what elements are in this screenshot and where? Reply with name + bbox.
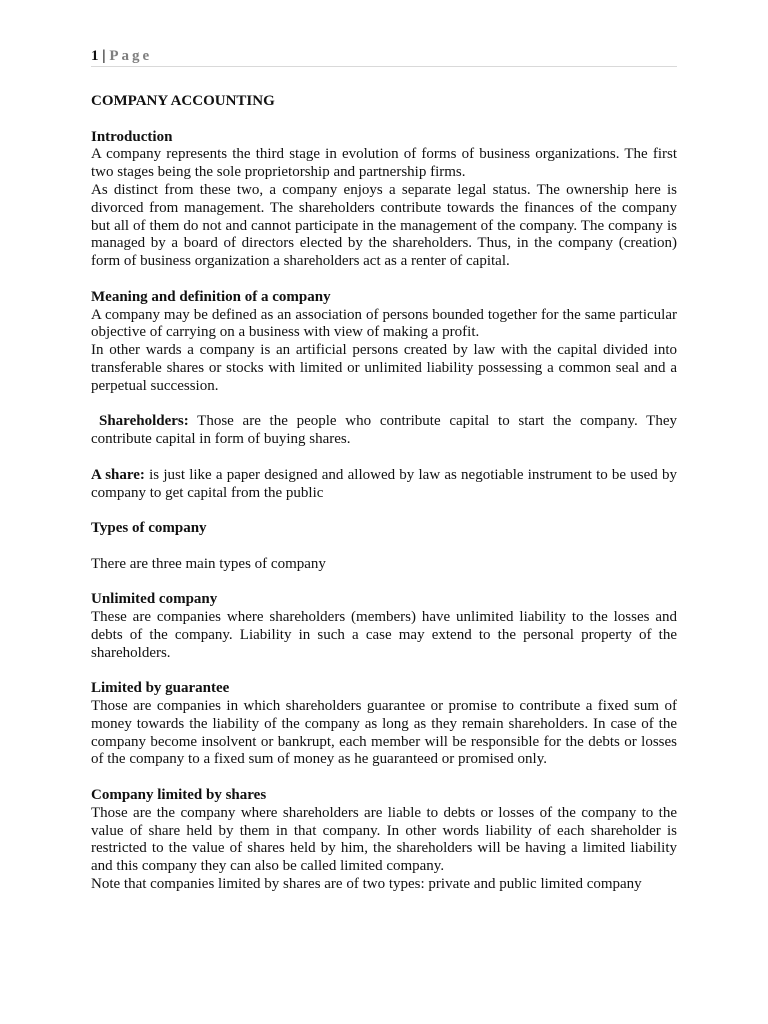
heading-shares: Company limited by shares — [91, 787, 267, 804]
shareholders-text: Those are the people who contribute capital to start the company. They contribute capital in form of buying shares. — [91, 413, 677, 448]
share-definition — [91, 467, 677, 503]
document-title: COMPANY ACCOUNTING — [91, 93, 275, 109]
page-separator: | — [102, 48, 106, 64]
shares-note: Note that companies limited by shares are of two types: private and public limited company — [91, 876, 642, 893]
shares-paragraph: Those are the company where shareholders are liable to debts or losses of the company to the value of share held by them in that company. In other words liability of each shareholder is restricted to the value of shares held by him, the shareholders will be having a limited liability and this company they can also be called limited company. — [91, 804, 677, 875]
heading-meaning: Meaning and definition of a company — [91, 288, 331, 305]
heading-unlimited: Unlimited company — [91, 591, 218, 608]
intro-paragraph-1: A company represents the third stage in evolution of forms of business organizations. The first two stages being the sole proprietorship and partnership firms. — [91, 146, 677, 181]
page-label: Page — [109, 48, 153, 64]
unlimited-paragraph: These are companies where shareholders (members) have unlimited liability to the losses and debts of the company. Liability in such a case may extend to the personal property of the shareholders. — [91, 609, 677, 661]
meaning-paragraph-1: A company may be defined as an association of persons bounded together for the same particular objective of carrying on a business with view of making a profit. — [91, 306, 677, 341]
heading-types: Types of company — [91, 520, 207, 537]
share-text: is just like a paper designed and allowed by law as negotiable instrument to be used by company to get capital from the public — [91, 466, 677, 501]
heading-introduction: Introduction — [91, 128, 173, 145]
guarantee-paragraph: Those are companies in which shareholders guarantee or promise to contribute a fixed sum of money towards the liability of the company as long as they remain shareholders. In case of the company become insolvent or bankrupt, each member will be responsible for the debts or losses of the company to a fixed sum of money as he guaranteed or promised only. — [91, 698, 677, 768]
page-number: 1 — [91, 48, 99, 64]
heading-guarantee: Limited by guarantee — [91, 680, 230, 697]
share-term: A share: — [91, 466, 145, 483]
intro-paragraph-2: As distinct from these two, a company enjoys a separate legal status. The ownership here is divorced from management. The shareholders contribute towards the finances of the company but all of them do not and cannot participate in the management of the company. The company is managed by a board of directors elected by the shareholders. Thus, in the company (creation) form of business organization a shareholders act as a renter of capital. — [91, 181, 677, 270]
document-body — [91, 93, 677, 894]
page-header — [91, 46, 677, 67]
shareholders-term: Shareholders: — [99, 413, 189, 430]
shareholders-definition — [91, 413, 677, 449]
meaning-paragraph-2: In other wards a company is an artificial persons created by law with the capital divided into transferable shares or stocks with limited or unlimited liability possessing a common seal and a perpetual succession. — [91, 342, 677, 394]
types-intro: There are three main types of company — [91, 555, 326, 572]
